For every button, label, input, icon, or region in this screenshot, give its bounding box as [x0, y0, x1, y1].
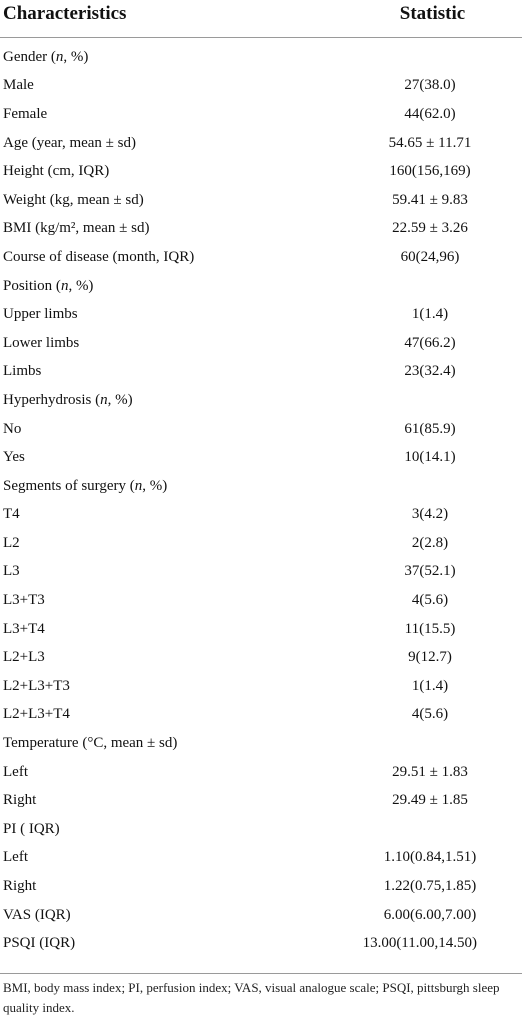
table-row	[0, 701, 522, 730]
row-label: Position (n, %)	[3, 277, 94, 294]
row-label: Female	[3, 105, 48, 122]
row-value: 160(156,169)	[389, 163, 471, 180]
row-label: Left	[3, 763, 28, 780]
footer-divider	[0, 973, 522, 974]
row-value: 22.59 ± 3.26	[392, 220, 468, 237]
row-label: PI ( IQR)	[3, 820, 60, 837]
row-value: 1.10(0.84,1.51)	[383, 849, 477, 866]
table-row	[0, 386, 522, 415]
table-row	[0, 501, 522, 530]
row-label: Yes	[3, 449, 25, 466]
row-label: L3	[3, 563, 20, 580]
row-label: VAS (IQR)	[3, 906, 71, 923]
row-value: 61(85.9)	[404, 420, 456, 437]
row-value: 9(12.7)	[408, 649, 452, 666]
table-row	[0, 786, 522, 815]
table-row	[0, 758, 522, 787]
table-row	[0, 415, 522, 444]
row-label: Left	[3, 849, 28, 866]
row-value: 4(5.6)	[411, 592, 449, 609]
table-row	[0, 300, 522, 329]
table-row	[0, 729, 522, 758]
row-label: PSQI (IQR)	[3, 935, 76, 952]
table-row	[0, 643, 522, 672]
row-value: 10(14.1)	[404, 449, 456, 466]
table-row	[0, 844, 522, 873]
row-label: L2+L3+T3	[3, 677, 70, 694]
table-row	[0, 129, 522, 158]
table-row	[0, 872, 522, 901]
table-row	[0, 558, 522, 587]
row-value: 6.00(6.00,7.00)	[383, 906, 477, 923]
table-row	[0, 929, 522, 958]
table-row	[0, 329, 522, 358]
table-header	[0, 0, 522, 38]
row-value: 13.00(11.00,14.50)	[362, 935, 477, 952]
row-value: 44(62.0)	[404, 105, 456, 122]
row-label: Segments of surgery (n, %)	[3, 477, 168, 494]
row-value: 2(2.8)	[411, 534, 449, 551]
row-value: 3(4.2)	[411, 506, 449, 523]
table-row	[0, 472, 522, 501]
row-value: 29.51 ± 1.83	[392, 763, 468, 780]
table-row	[0, 901, 522, 930]
row-value: 23(32.4)	[404, 363, 456, 380]
row-value: 1(1.4)	[411, 306, 449, 323]
table-row	[0, 215, 522, 244]
row-label: Right	[3, 792, 37, 809]
row-label: Height (cm, IQR)	[3, 163, 110, 180]
table-body	[0, 38, 522, 958]
row-label: L2+L3	[3, 649, 45, 666]
table-row	[0, 272, 522, 301]
row-label: T4	[3, 506, 20, 523]
row-value: 29.49 ± 1.85	[392, 792, 468, 809]
table-row	[0, 43, 522, 72]
table-row	[0, 186, 522, 215]
row-label: Age (year, mean ± sd)	[3, 134, 136, 151]
row-value: 47(66.2)	[404, 334, 456, 351]
row-label: No	[3, 420, 22, 437]
row-label: Gender (n, %)	[3, 48, 89, 65]
row-label: Lower limbs	[3, 334, 80, 351]
header-statistic: Statistic	[399, 3, 466, 24]
row-value: 37(52.1)	[404, 563, 456, 580]
table-row	[0, 529, 522, 558]
row-label: Temperature (°C, mean ± sd)	[3, 735, 178, 752]
row-value: 11(15.5)	[404, 620, 456, 637]
row-label: BMI (kg/m², mean ± sd)	[3, 220, 150, 237]
row-value: 4(5.6)	[411, 706, 449, 723]
row-value: 1(1.4)	[411, 677, 449, 694]
row-label: L3+T4	[3, 620, 45, 637]
table-row	[0, 358, 522, 387]
row-label: Right	[3, 878, 37, 895]
row-label: Weight (kg, mean ± sd)	[3, 191, 144, 208]
row-label: Hyperhydrosis (n, %)	[3, 391, 133, 408]
row-label: L2	[3, 534, 20, 551]
table-footnote: BMI, body mass index; PI, perfusion index; VAS, visual analogue scale; PSQI, pittsburgh sleep quality index.	[3, 980, 500, 1015]
row-label: L2+L3+T4	[3, 706, 70, 723]
row-value: 60(24,96)	[400, 248, 460, 265]
row-label: Limbs	[3, 363, 42, 380]
header-characteristics: Characteristics	[3, 3, 127, 24]
row-value: 59.41 ± 9.83	[392, 191, 468, 208]
table-row	[0, 157, 522, 186]
table-row	[0, 243, 522, 272]
row-label: Course of disease (month, IQR)	[3, 248, 195, 265]
row-label: Upper limbs	[3, 306, 78, 323]
row-label: Male	[3, 77, 34, 94]
table-row	[0, 815, 522, 844]
row-value: 27(38.0)	[404, 77, 456, 94]
row-value: 54.65 ± 11.71	[388, 134, 472, 151]
table-row	[0, 443, 522, 472]
table-row	[0, 672, 522, 701]
table-row	[0, 100, 522, 129]
table-row	[0, 586, 522, 615]
row-label: L3+T3	[3, 592, 45, 609]
table-row	[0, 72, 522, 101]
table-row	[0, 615, 522, 644]
row-value: 1.22(0.75,1.85)	[383, 878, 477, 895]
